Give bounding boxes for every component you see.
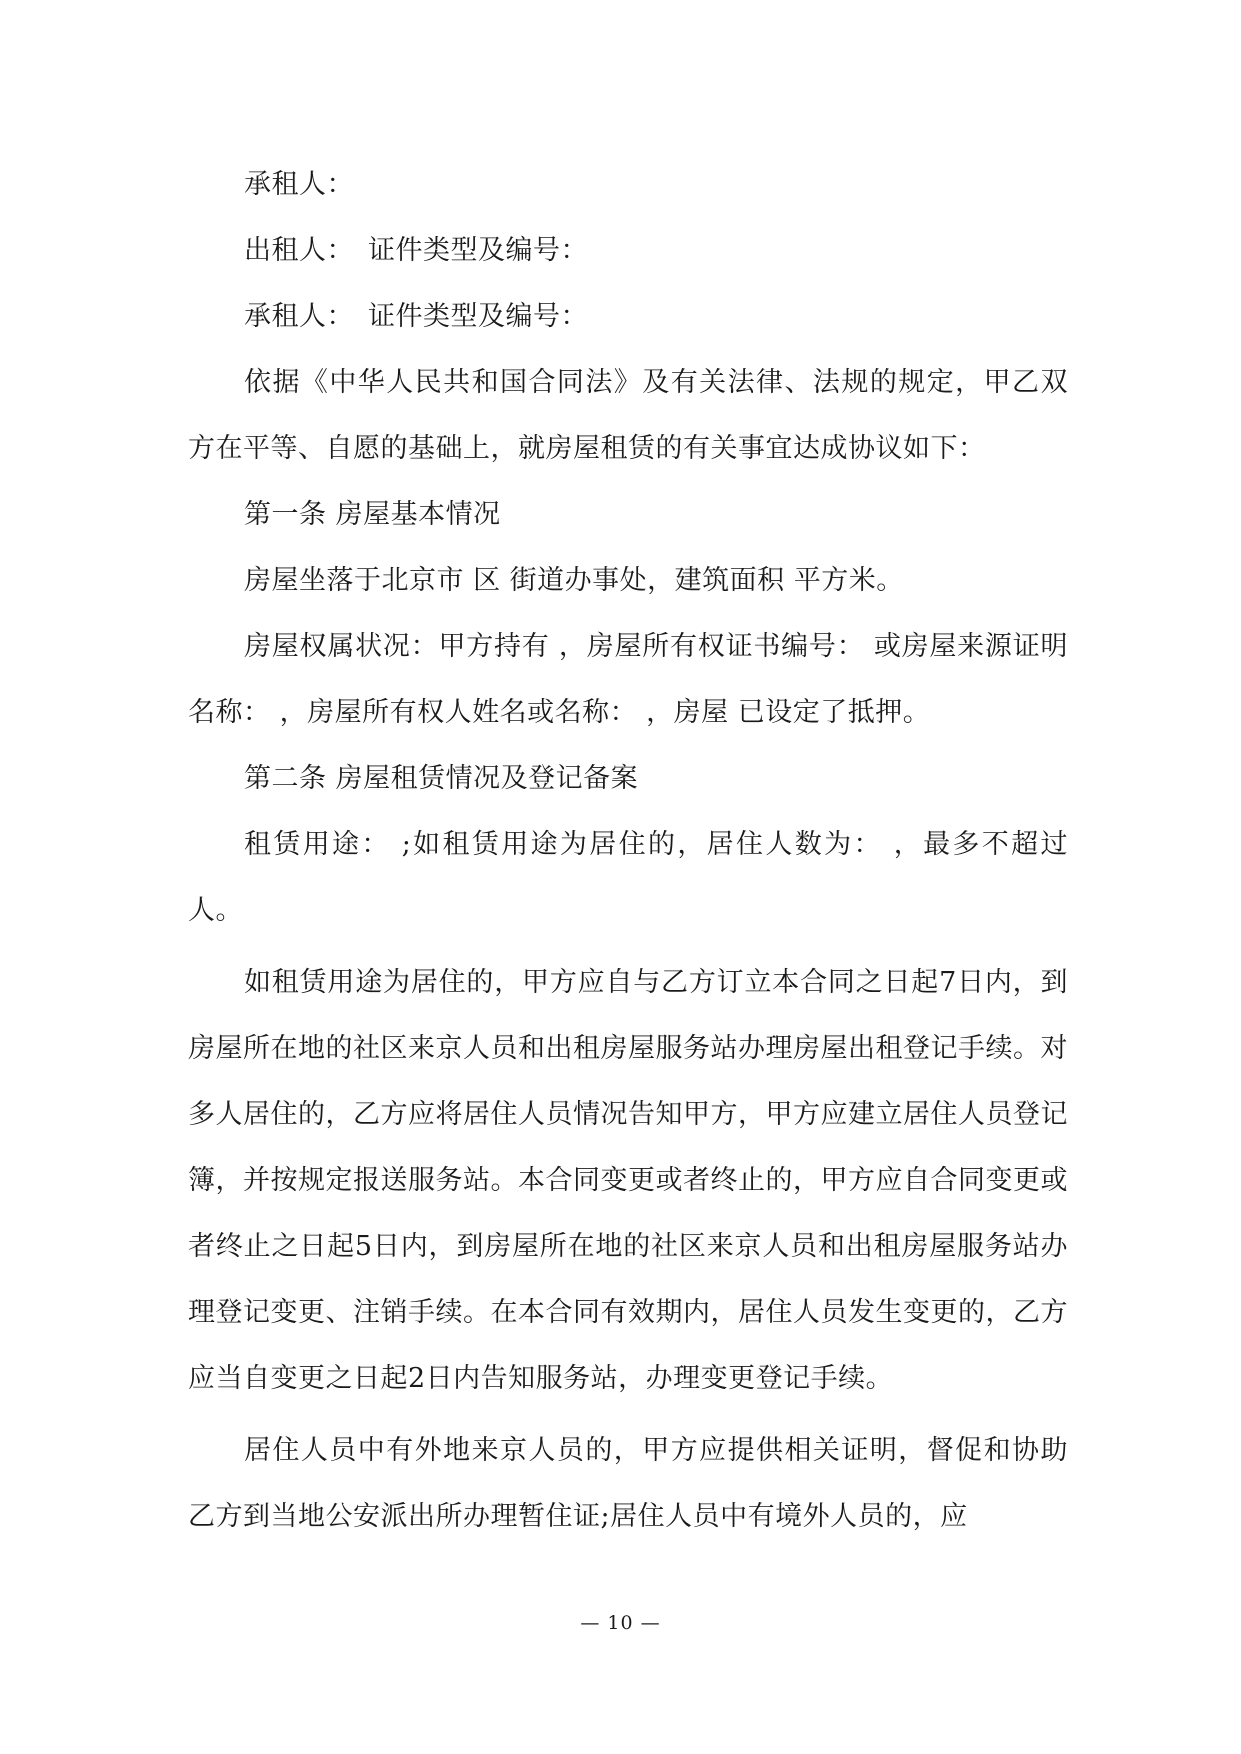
paragraph-lessor-id: 出租人： 证件类型及编号： (244, 235, 588, 266)
paragraph-non-local-residents: 居住人员中有外地来京人员的，甲方应提供相关证明，督促和协助乙方到当地公安派出所办理暂住证;居住人员中有境外人员的，应 (188, 1435, 1068, 1532)
article-2-title: 第二条 房屋租赁情况及登记备案 (244, 763, 639, 794)
paragraph-lessee-heading: 承租人： (244, 169, 354, 200)
paragraph-rental-purpose: 租赁用途： ;如租赁用途为居住的，居住人数为： ，最多不超过 人。 (188, 829, 1068, 926)
paragraph-legal-basis: 依据《中华人民共和国合同法》及有关法律、法规的规定，甲乙双方在平等、自愿的基础上，就房屋租赁的有关事宜达成协议如下： (188, 367, 1068, 464)
document-body (188, 152, 1068, 1550)
article-1-title: 第一条 房屋基本情况 (244, 499, 501, 530)
paragraph-registration: 如租赁用途为居住的，甲方应自与乙方订立本合同之日起7日内，到房屋所在地的社区来京人员和出租房屋服务站办理房屋出租登记手续。对多人居住的，乙方应将居住人员情况告知甲方，甲方应建立居住人员登记簿，并按规定报送服务站。本合同变更或者终止的，甲方应自合同变更或者终止之日起5日内，到房屋所在地的社区来京人员和出租房屋服务站办理登记变更、注销手续。在本合同有效期内，居住人员发生变更的，乙方应当自变更之日起2日内告知服务站，办理变更登记手续。 (188, 967, 1068, 1394)
paragraph-lessee-id: 承租人： 证件类型及编号： (244, 301, 588, 332)
paragraph-house-location: 房屋坐落于北京市 区 街道办事处，建筑面积 平方米。 (244, 565, 904, 596)
paragraph-ownership-status: 房屋权属状况：甲方持有 ，房屋所有权证书编号： 或房屋来源证明名称： ，房屋所有权人姓名或名称： ，房屋 已设定了抵押。 (188, 631, 1068, 728)
page-number: — 10 — (580, 1612, 661, 1634)
